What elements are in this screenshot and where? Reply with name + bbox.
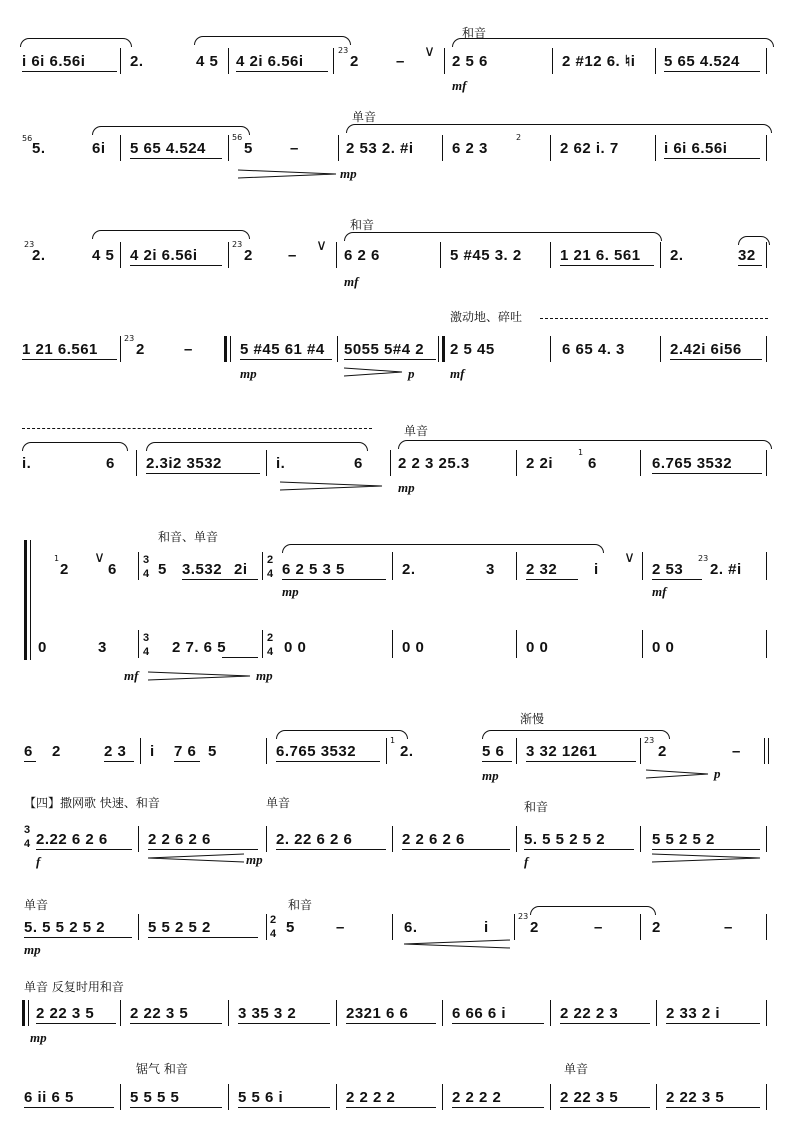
grace-note: 1 [54, 554, 60, 563]
breath-mark: ∨ [94, 549, 106, 566]
note-group: 2 2 2 2 [452, 1089, 502, 1106]
grace-note: 23 [698, 554, 709, 563]
note-group: 2 5 6 [452, 53, 488, 70]
note-group: 6 66 6 i [452, 1005, 507, 1022]
grace-note: 1 [390, 736, 396, 745]
note-group: 3.532 [182, 561, 223, 578]
technique-label: 单音 反复时用和音 [24, 980, 124, 994]
note-group: 6i [92, 140, 106, 157]
note-group: 5. 5 5 2 5 2 [24, 919, 106, 936]
note-group: 7 6 [174, 743, 197, 760]
time-sig-top: 2 [270, 914, 277, 926]
note-group: 2 22 3 5 [36, 1005, 95, 1022]
note-group: 0 0 [652, 639, 675, 656]
note-group: 2. [670, 247, 684, 264]
note-group: 1 21 6. 561 [560, 247, 641, 264]
time-sig-top: 2 [267, 632, 274, 644]
technique-label: 单音 [404, 424, 429, 438]
note-group: 1 21 6.561 [22, 341, 98, 358]
note-group: 0 0 [526, 639, 549, 656]
time-sig-bottom: 4 [267, 646, 274, 658]
dynamic-mark: mp [282, 584, 299, 599]
time-sig-bottom: 4 [143, 646, 150, 658]
breath-mark: ∨ [624, 549, 636, 566]
extension-dash: – [724, 919, 733, 936]
note-group: 6. [404, 919, 418, 936]
note-group: 2 33 2 i [666, 1005, 721, 1022]
note-group: 2.22 6 2 6 [36, 831, 108, 848]
note-group: 2 [136, 341, 145, 358]
note-group: 5 5 6 i [238, 1089, 284, 1106]
note-group: 5 #45 61 #4 [240, 341, 325, 358]
extension-dash: – [732, 743, 741, 760]
time-sig-bottom: 4 [24, 838, 31, 850]
grace-note: 23 [518, 912, 529, 921]
note-group: 5 [286, 919, 295, 936]
note-group: 5. 5 5 2 5 2 [524, 831, 606, 848]
note-group: 2. [130, 53, 144, 70]
note-group: 2i [234, 561, 248, 578]
note-group: 6.765 3532 [276, 743, 357, 760]
note-group: 6.765 3532 [652, 455, 733, 472]
note-group: 5. [32, 140, 46, 157]
grace-note: 56 [22, 134, 33, 143]
technique-label: 单音 [266, 796, 291, 810]
note-group: 6 2 5 3 5 [282, 561, 345, 578]
note-group: 5 [158, 561, 167, 578]
note-group: 2 53 [652, 561, 684, 578]
note-group: 2. 22 6 2 6 [276, 831, 353, 848]
note-group: i [594, 561, 599, 578]
note-group: 5055 5#4 2 [344, 341, 425, 358]
note-group: 3 [98, 639, 107, 656]
grace-note: 23 [338, 46, 349, 55]
grace-note: 23 [644, 736, 655, 745]
note-group: 5 #45 3. 2 [450, 247, 522, 264]
grace-note: 1 [578, 448, 584, 457]
note-group: 2 2 6 2 6 [402, 831, 465, 848]
grace-note: 23 [24, 240, 35, 249]
note-group: i [484, 919, 489, 936]
dynamic-mark: mp [340, 166, 357, 181]
note-group: 2 [530, 919, 539, 936]
note-group: 2 #12 6. ♮i [562, 53, 636, 70]
note-group: 6 2 6 [344, 247, 380, 264]
note-group: 2 22 3 5 [130, 1005, 189, 1022]
technique-label: 单音 [352, 110, 377, 124]
technique-label: 和音 [350, 218, 375, 232]
note-group: 0 [38, 639, 47, 656]
dynamic-mark: mf [450, 366, 465, 381]
extension-dash: – [336, 919, 345, 936]
technique-label: 和音、单音 [158, 530, 219, 544]
note-group: 6 65 4. 3 [562, 341, 625, 358]
grace-note: 23 [124, 334, 135, 343]
extension-dash: – [290, 140, 299, 157]
note-group: 2 [652, 919, 661, 936]
grace-note: 2 [516, 133, 522, 142]
note-group: 6 [106, 455, 115, 472]
dynamic-mark: mp [482, 768, 499, 783]
note-group: 2.3i2 3532 [146, 455, 222, 472]
dynamic-mark: mp [246, 852, 263, 867]
technique-label: 和音 [462, 26, 487, 40]
time-sig-bottom: 4 [270, 928, 277, 940]
time-sig-top: 3 [143, 554, 150, 566]
note-group: 2 [658, 743, 667, 760]
note-group: 2 22 2 3 [560, 1005, 619, 1022]
note-group: 2 62 i. 7 [560, 140, 619, 157]
dynamic-mark: mf [124, 668, 139, 683]
note-group: 2 [244, 247, 253, 264]
note-group: 3 35 3 2 [238, 1005, 297, 1022]
note-group: 5 65 4.524 [664, 53, 740, 70]
note-group: 2 2 2 2 [346, 1089, 396, 1106]
note-group: 2 2 6 2 6 [148, 831, 211, 848]
note-group: 0 0 [284, 639, 307, 656]
dynamic-mark: mp [256, 668, 273, 683]
dynamic-mark: mf [344, 274, 359, 289]
time-sig-top: 3 [24, 824, 31, 836]
note-group: 0 0 [402, 639, 425, 656]
note-group: 2. #i [710, 561, 742, 578]
note-group: 4 5 [92, 247, 115, 264]
note-group: 5 5 5 5 [130, 1089, 180, 1106]
dynamic-mark: mp [24, 942, 41, 957]
note-group: 5 [244, 140, 253, 157]
technique-label: 单音 [564, 1062, 589, 1076]
dynamic-mark: p [408, 366, 415, 381]
dynamic-mark: f [36, 854, 41, 869]
grace-note: 56 [232, 133, 243, 142]
note-group: 2 32 [526, 561, 558, 578]
note-group: 2 2 3 25.3 [398, 455, 470, 472]
note-group: i [150, 743, 155, 760]
dynamic-mark: mf [652, 584, 667, 599]
breath-mark: ∨ [316, 237, 328, 254]
note-group: 4 5 [196, 53, 219, 70]
note-group: 5 5 2 5 2 [652, 831, 715, 848]
note-group: i 6i 6.56i [664, 140, 728, 157]
extension-dash: – [184, 341, 193, 358]
note-group: 2 [52, 743, 61, 760]
extension-dash: – [594, 919, 603, 936]
note-group: 2 [350, 53, 359, 70]
note-group: 2. [32, 247, 46, 264]
note-group: 2. [400, 743, 414, 760]
note-group: 6 [24, 743, 33, 760]
note-group: 5 65 4.524 [130, 140, 206, 157]
note-group: 2 53 2. #i [346, 140, 414, 157]
dynamic-mark: p [714, 766, 721, 781]
technique-label: 渐慢 [520, 712, 545, 726]
note-group: 6 2 3 [452, 140, 488, 157]
technique-label: 激动地、碎吐 [450, 310, 523, 324]
extension-dash: – [396, 53, 405, 70]
note-group: 3 32 1261 [526, 743, 598, 760]
time-sig-bottom: 4 [143, 568, 150, 580]
note-group: 32 [738, 247, 756, 264]
note-group: 2.42i 6i56 [670, 341, 742, 358]
note-group: 4 2i 6.56i [236, 53, 304, 70]
note-group: 5 6 [482, 743, 505, 760]
time-sig-top: 2 [267, 554, 274, 566]
note-group: 3 [486, 561, 495, 578]
note-group: 2 22 3 5 [560, 1089, 619, 1106]
note-group: 5 5 2 5 2 [148, 919, 211, 936]
technique-label: 单音 [24, 898, 49, 912]
note-group: 2 5 45 [450, 341, 495, 358]
dynamic-mark: mp [398, 480, 415, 495]
note-group: 6 [354, 455, 363, 472]
note-group: 2 7. 6 5 [172, 639, 227, 656]
dynamic-mark: mf [452, 78, 467, 93]
note-group: 6 [108, 561, 117, 578]
note-group: 4 2i 6.56i [130, 247, 198, 264]
note-group: i. [22, 455, 32, 472]
note-group: 6 [588, 455, 597, 472]
note-group: i. [276, 455, 286, 472]
note-group: 2321 6 6 [346, 1005, 409, 1022]
note-group: 2. [402, 561, 416, 578]
time-sig-top: 3 [143, 632, 150, 644]
breath-mark: ∨ [424, 43, 436, 60]
note-group: 2 3 [104, 743, 127, 760]
technique-label: 锯气 和音 [136, 1062, 188, 1076]
dynamic-mark: mp [240, 366, 257, 381]
time-sig-bottom: 4 [267, 568, 274, 580]
grace-note: 23 [232, 240, 243, 249]
note-group: 2 [60, 561, 69, 578]
section-heading: 【四】撒网歌 快速、和音 [24, 796, 160, 810]
dynamic-mark: mp [30, 1030, 47, 1045]
note-group: i 6i 6.56i [22, 53, 86, 70]
extension-dash: – [288, 247, 297, 264]
dynamic-mark: f [524, 854, 529, 869]
note-group: 6 ii 6 5 [24, 1089, 74, 1106]
note-group: 2 2i [526, 455, 554, 472]
note-group: 5 [208, 743, 217, 760]
technique-label: 和音 [288, 898, 313, 912]
note-group: 2 22 3 5 [666, 1089, 725, 1106]
technique-label: 和音 [524, 800, 549, 814]
